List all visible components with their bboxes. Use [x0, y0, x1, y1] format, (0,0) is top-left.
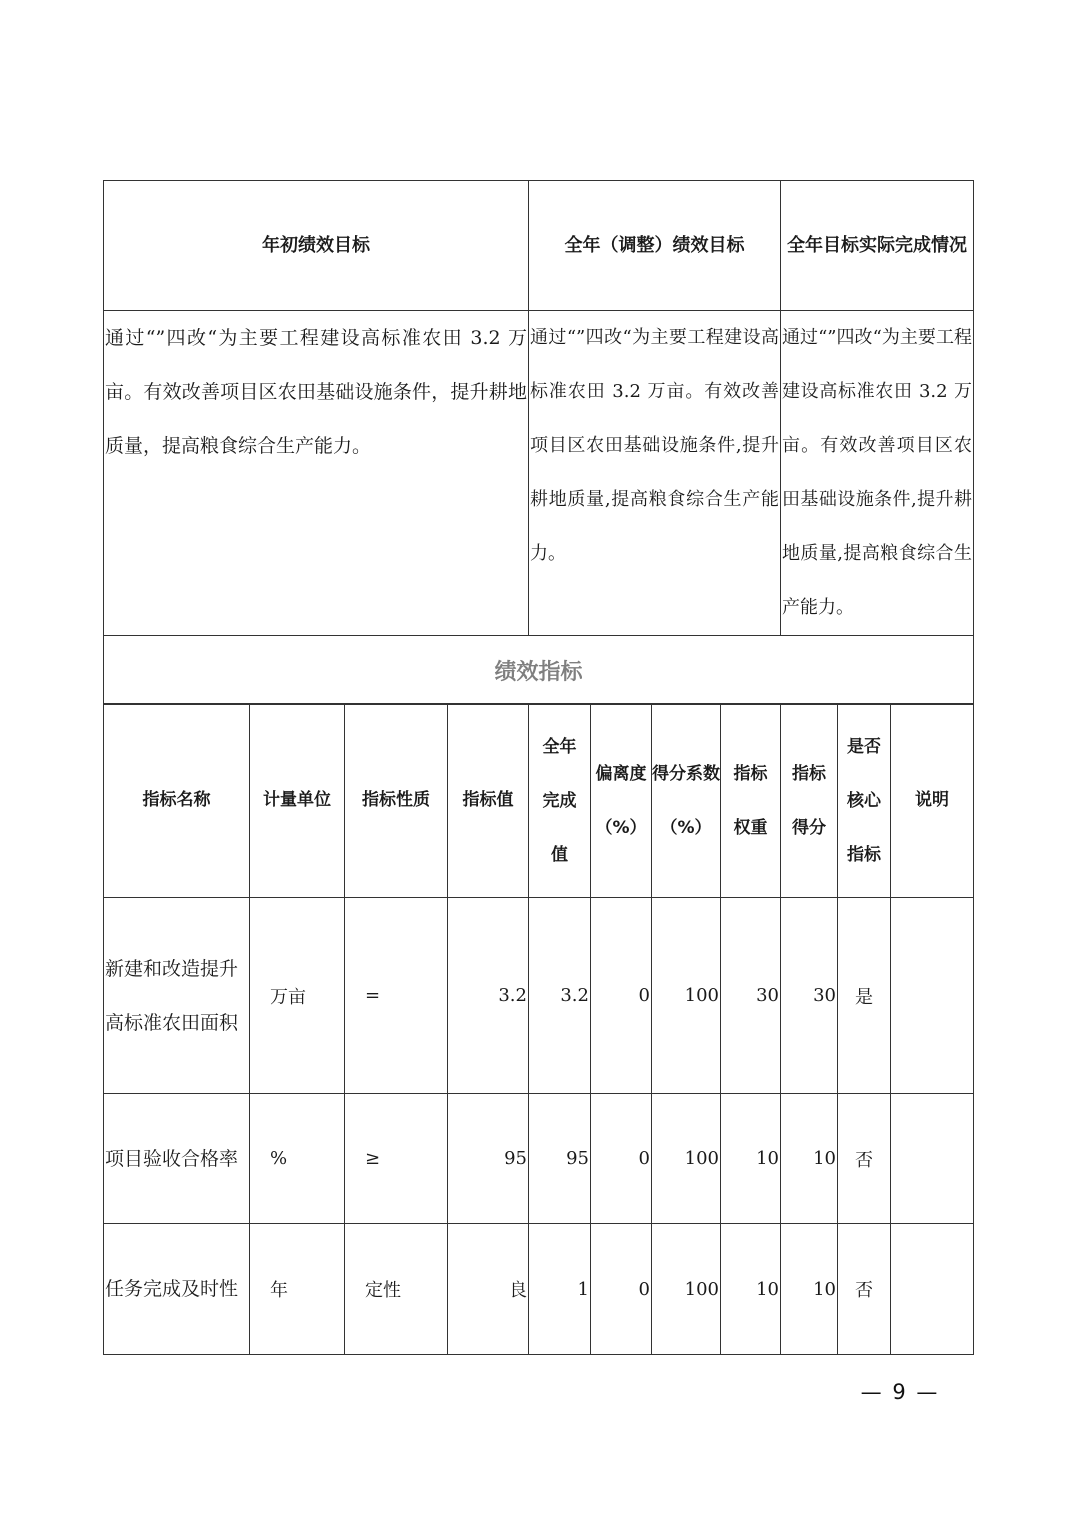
- indicator-score: 30: [781, 898, 838, 1094]
- indicator-actual: 95: [529, 1094, 591, 1224]
- indicator-note: [891, 1224, 974, 1355]
- performance-indicators-table: [103, 703, 974, 1355]
- indicator-actual: 1: [529, 1224, 591, 1355]
- indicator-name: 新建和改造提升高标准农田面积: [104, 898, 250, 1094]
- col-header-weight-label: 指标权重: [733, 763, 768, 838]
- indicator-nature: ≥: [345, 1094, 448, 1224]
- actual-completion-text: 通过“”四改“为主要工程建设高标准农田 3.2 万亩。有效改善项目区农田基础设施条件,提升耕地质量,提高粮食综合生产能力。: [781, 311, 974, 636]
- initial-goal-text: 通过“”四改“为主要工程建设高标准农田 3.2 万亩。有效改善项目区农田基础设施条件，提升耕地质量，提高粮食综合生产能力。: [104, 311, 529, 636]
- indicator-deviation: 0: [591, 1094, 652, 1224]
- header-initial-goal: 年初绩效目标: [104, 181, 529, 311]
- col-header-target: 指标值: [448, 704, 529, 898]
- col-header-deviation-label: 偏离度（%）: [595, 763, 647, 838]
- indicator-note: [891, 898, 974, 1094]
- indicator-score: 10: [781, 1224, 838, 1355]
- performance-goals-table: [103, 180, 974, 705]
- indicator-actual: 3.2: [529, 898, 591, 1094]
- indicator-weight: 10: [721, 1094, 781, 1224]
- col-header-coefficient-label: 得分系数（%）: [652, 763, 720, 838]
- indicator-weight: 10: [721, 1224, 781, 1355]
- indicator-core: 是: [838, 898, 891, 1094]
- header-adjusted-goal: 全年（调整）绩效目标: [529, 181, 781, 311]
- col-header-core: [838, 704, 891, 898]
- section-title-row: [104, 636, 974, 705]
- table-row: [104, 898, 974, 1094]
- goals-content-row: [104, 311, 974, 636]
- indicator-coefficient: 100: [652, 1224, 721, 1355]
- indicator-name: 项目验收合格率: [104, 1094, 250, 1224]
- col-header-score-label: 指标得分: [791, 763, 826, 838]
- indicator-target: 良: [448, 1224, 529, 1355]
- col-header-note: 说明: [891, 704, 974, 898]
- col-header-weight: [721, 704, 781, 898]
- table-row: [104, 1094, 974, 1224]
- indicators-header-row: [104, 704, 974, 898]
- indicator-unit: 年: [250, 1224, 345, 1355]
- col-header-actual-label: 全年完成值: [542, 736, 577, 865]
- indicator-nature: 定性: [345, 1224, 448, 1355]
- col-header-deviation: [591, 704, 652, 898]
- indicator-score: 10: [781, 1094, 838, 1224]
- page-number: — 9 —: [860, 1380, 940, 1404]
- indicator-unit: %: [250, 1094, 345, 1224]
- indicator-deviation: 0: [591, 1224, 652, 1355]
- col-header-coefficient: [652, 704, 721, 898]
- indicator-weight: 30: [721, 898, 781, 1094]
- indicator-note: [891, 1094, 974, 1224]
- indicator-coefficient: 100: [652, 1094, 721, 1224]
- col-header-score: [781, 704, 838, 898]
- table-row: [104, 1224, 974, 1355]
- col-header-core-label: 是否核心指标: [846, 736, 881, 865]
- adjusted-goal-text: 通过“”四改“为主要工程建设高标准农田 3.2 万亩。有效改善项目区农田基础设施条件,提升耕地质量,提高粮食综合生产能力。: [529, 311, 781, 636]
- col-header-nature: 指标性质: [345, 704, 448, 898]
- indicator-target: 95: [448, 1094, 529, 1224]
- indicator-unit: 万亩: [250, 898, 345, 1094]
- indicator-coefficient: 100: [652, 898, 721, 1094]
- indicator-core: 否: [838, 1094, 891, 1224]
- col-header-actual: [529, 704, 591, 898]
- section-title: 绩效指标: [104, 636, 974, 705]
- indicator-core: 否: [838, 1224, 891, 1355]
- col-header-name: 指标名称: [104, 704, 250, 898]
- indicator-nature: =: [345, 898, 448, 1094]
- col-header-unit: 计量单位: [250, 704, 345, 898]
- indicator-target: 3.2: [448, 898, 529, 1094]
- indicator-name: 任务完成及时性: [104, 1224, 250, 1355]
- header-actual-completion: 全年目标实际完成情况: [781, 181, 974, 311]
- goals-header-row: [104, 181, 974, 311]
- indicator-deviation: 0: [591, 898, 652, 1094]
